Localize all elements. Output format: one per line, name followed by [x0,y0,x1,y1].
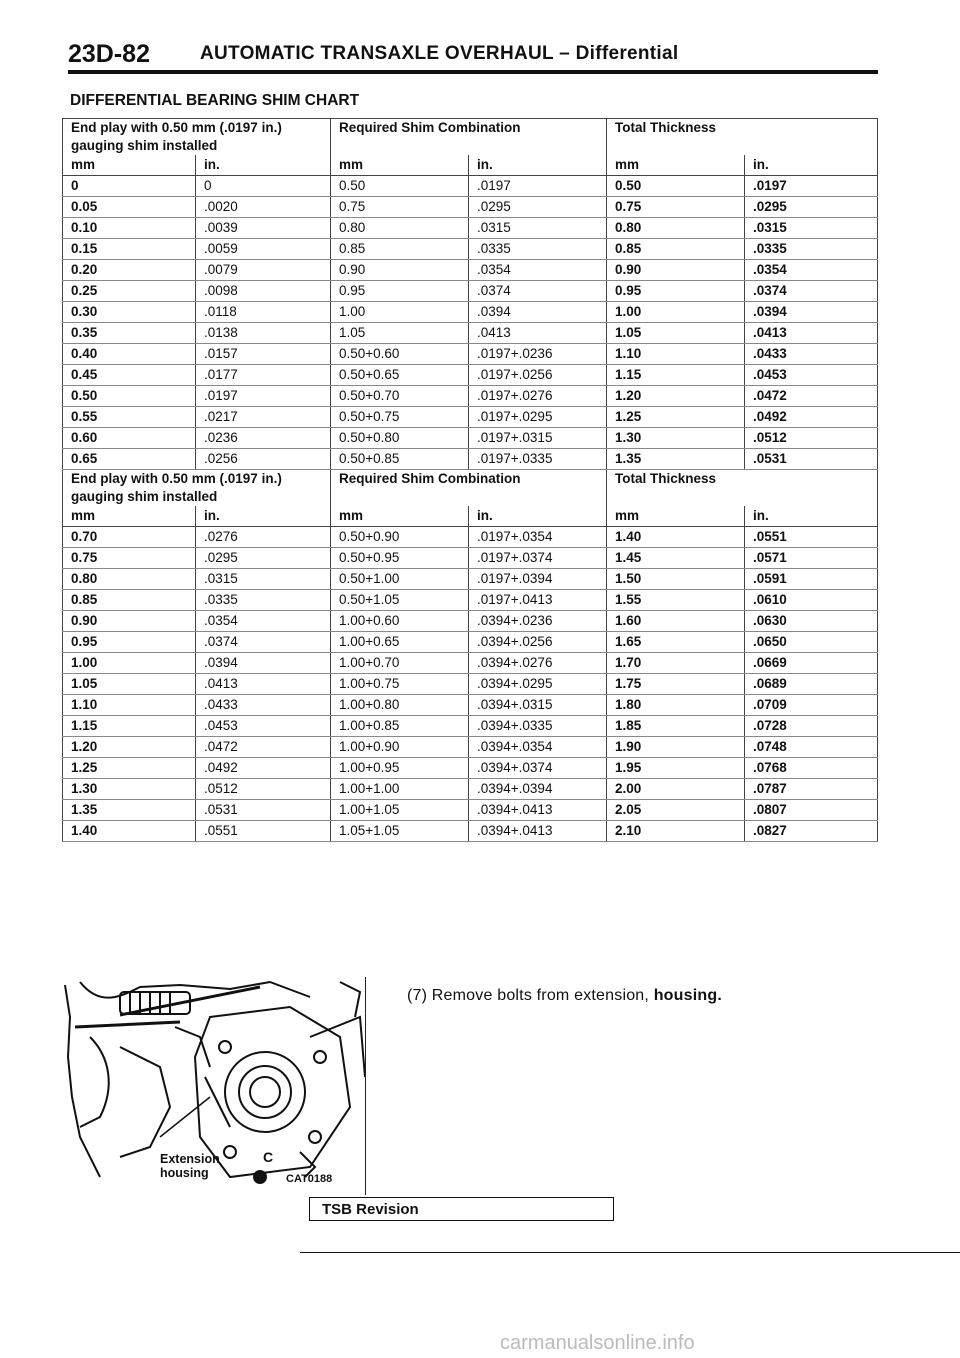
table-cell: .0472 [196,737,331,758]
table-cell: 0.80 [607,218,745,239]
table-cell: 0.50+1.05 [331,590,469,611]
header-shim-combination: Required Shim Combination [331,470,607,489]
table-cell: .0295 [469,197,607,218]
step-text: (7) Remove bolts from extension, [407,987,654,1004]
table-cell: 1.75 [607,674,745,695]
table-row [63,527,878,548]
table-cell: 0.35 [63,323,196,344]
table-cell: .0295 [745,197,878,218]
table-cell: .0394+.0295 [469,674,607,695]
table-cell: .0768 [745,758,878,779]
illustration-label: Extension housing [160,1152,220,1180]
table-cell: .0591 [745,569,878,590]
table-row [63,176,878,197]
table-cell: 0.95 [607,281,745,302]
table-cell: 0 [196,176,331,197]
table-cell: 0.40 [63,344,196,365]
table-row [63,695,878,716]
table-row [63,365,878,386]
table-cell: .0472 [745,386,878,407]
table-cell: .0531 [745,449,878,470]
table-cell: .0276 [196,527,331,548]
table-cell: 0.50+0.95 [331,548,469,569]
table-cell: .0394+.0335 [469,716,607,737]
table-cell: .0197+.0413 [469,590,607,611]
table-cell: 0.20 [63,260,196,281]
table-cell: .0453 [196,716,331,737]
table-row [63,716,878,737]
table-cell: .0394+.0354 [469,737,607,758]
table-row [63,428,878,449]
table-cell: 0.45 [63,365,196,386]
table-cell: 0 [63,176,196,197]
table-row [63,779,878,800]
illustration-letter: C [263,1149,274,1165]
table-cell: 1.55 [607,590,745,611]
table-cell: 1.05 [63,674,196,695]
table-cell: .0138 [196,323,331,344]
table-cell: .0354 [745,260,878,281]
table-cell: 0.50 [63,386,196,407]
table-row [63,653,878,674]
table-cell: .0197+.0374 [469,548,607,569]
table-cell: 1.15 [607,365,745,386]
table-header-row [63,470,878,489]
table-cell: 1.35 [607,449,745,470]
table-cell: .0256 [196,449,331,470]
table-cell: .0512 [196,779,331,800]
table-row [63,197,878,218]
table-row [63,449,878,470]
table-cell: .0197+.0354 [469,527,607,548]
header-total-thickness: Total Thickness [607,119,878,138]
table-cell: 0.85 [63,590,196,611]
table-row [63,821,878,842]
table-cell: 1.00 [63,653,196,674]
table-cell: .0197+.0315 [469,428,607,449]
table-cell: .0315 [745,218,878,239]
table-cell: .0551 [745,527,878,548]
table-cell: .0492 [196,758,331,779]
table-cell: .0394+.0276 [469,653,607,674]
table-cell: 1.20 [607,386,745,407]
table-cell: 1.65 [607,632,745,653]
table-units-row [63,155,878,176]
table-cell: 0.50+0.60 [331,344,469,365]
table-cell: 0.50+0.90 [331,527,469,548]
table-row [63,386,878,407]
table-cell: .0394+.0256 [469,632,607,653]
table-cell: .0354 [469,260,607,281]
header-blank [607,137,878,155]
table-cell: .0335 [469,239,607,260]
table-cell: 0.50+0.80 [331,428,469,449]
table-row [63,569,878,590]
table-cell: 0.30 [63,302,196,323]
table-cell: 1.05 [331,323,469,344]
page-header [68,38,878,72]
table-cell: 0.90 [607,260,745,281]
table-cell: 1.15 [63,716,196,737]
table-cell: .0610 [745,590,878,611]
table-cell: 1.00+0.75 [331,674,469,695]
header-rule [68,70,878,74]
table-cell: 1.60 [607,611,745,632]
table-cell: 0.10 [63,218,196,239]
table-cell: 1.00+0.90 [331,737,469,758]
table-cell: 1.25 [63,758,196,779]
table-row [63,758,878,779]
shim-chart-table [62,118,878,842]
table-cell: .0197+.0335 [469,449,607,470]
table-cell: .0433 [196,695,331,716]
table-cell: 1.05+1.05 [331,821,469,842]
table-cell: .0236 [196,428,331,449]
table-cell: 0.50+1.00 [331,569,469,590]
table-cell: .0315 [196,569,331,590]
table-cell: 1.00+0.65 [331,632,469,653]
table-cell: 0.80 [63,569,196,590]
table-cell: .0531 [196,800,331,821]
table-header-row [63,119,878,138]
tsb-revision-box: TSB Revision [309,1197,614,1221]
table-row [63,323,878,344]
table-cell: 0.75 [63,548,196,569]
table-cell: .0315 [469,218,607,239]
table-cell: .0374 [469,281,607,302]
table-cell: .0197 [196,386,331,407]
table-cell: .0354 [196,611,331,632]
table-cell: .0197 [469,176,607,197]
table-cell: 0.65 [63,449,196,470]
table-row [63,302,878,323]
table-cell: 0.90 [331,260,469,281]
table-cell: .0433 [745,344,878,365]
table-cell: .0748 [745,737,878,758]
table-cell: .0630 [745,611,878,632]
unit-label: mm [607,155,745,176]
table-cell: 1.00+1.05 [331,800,469,821]
table-cell: 1.70 [607,653,745,674]
table-cell: .0551 [196,821,331,842]
table-cell: 1.85 [607,716,745,737]
table-cell: 1.40 [63,821,196,842]
table-cell: 0.55 [63,407,196,428]
table-cell: 1.10 [63,695,196,716]
marker-dot [253,1170,267,1184]
table-cell: 0.95 [331,281,469,302]
unit-label: in. [469,506,607,527]
table-cell: 0.85 [331,239,469,260]
header-total-thickness: Total Thickness [607,470,878,489]
table-row [63,674,878,695]
table-header-row [63,488,878,506]
table-cell: 2.10 [607,821,745,842]
table-cell: .0020 [196,197,331,218]
unit-label: in. [745,506,878,527]
table-cell: .0650 [745,632,878,653]
unit-label: mm [607,506,745,527]
unit-label: mm [63,506,196,527]
unit-label: in. [196,506,331,527]
watermark: carmanualsonline.info [500,1332,695,1354]
table-cell: 0.85 [607,239,745,260]
table-cell: .0571 [745,548,878,569]
header-blank [607,488,878,506]
header-shim-combination: Required Shim Combination [331,119,607,138]
header-blank [331,137,607,155]
header-end-play-line2: gauging shim installed [63,137,331,155]
table-cell: 1.00 [331,302,469,323]
table-row [63,218,878,239]
table-cell: .0197+.0236 [469,344,607,365]
table-cell: .0394 [745,302,878,323]
unit-label: mm [63,155,196,176]
table-cell: .0394+.0374 [469,758,607,779]
table-header-row [63,137,878,155]
table-cell: 0.75 [331,197,469,218]
table-cell: .0394+.0413 [469,821,607,842]
table-cell: .0197+.0295 [469,407,607,428]
table-row [63,344,878,365]
table-row [63,737,878,758]
table-cell: .0394+.0413 [469,800,607,821]
unit-label: in. [469,155,607,176]
header-end-play: End play with 0.50 mm (.0197 in.) [63,119,331,138]
table-row [63,800,878,821]
table-cell: 1.05 [607,323,745,344]
table-cell: 0.50 [331,176,469,197]
table-cell: 0.90 [63,611,196,632]
table-cell: .0787 [745,779,878,800]
table-cell: 1.00+0.80 [331,695,469,716]
table-cell: 0.50+0.65 [331,365,469,386]
table-cell: .0413 [196,674,331,695]
table-row [63,632,878,653]
table-cell: .0413 [469,323,607,344]
table-cell: 1.95 [607,758,745,779]
table-cell: .0374 [196,632,331,653]
table-cell: 1.00 [607,302,745,323]
table-cell: .0394+.0394 [469,779,607,800]
footer-rule [300,1252,960,1253]
table-cell: .0394+.0315 [469,695,607,716]
table-cell: 0.70 [63,527,196,548]
table-cell: .0197+.0256 [469,365,607,386]
table-cell: .0335 [196,590,331,611]
table-row [63,239,878,260]
table-row [63,281,878,302]
table-cell: .0512 [745,428,878,449]
table-cell: 1.90 [607,737,745,758]
table-cell: .0394+.0236 [469,611,607,632]
table-cell: .0197+.0276 [469,386,607,407]
table-cell: 0.80 [331,218,469,239]
table-cell: .0157 [196,344,331,365]
table-units-row [63,506,878,527]
table-cell: 1.30 [607,428,745,449]
table-row [63,260,878,281]
header-end-play: End play with 0.50 mm (.0197 in.) [63,470,331,489]
table-cell: 0.50+0.75 [331,407,469,428]
table-cell: .0728 [745,716,878,737]
table-cell: 1.80 [607,695,745,716]
table-cell: 0.50+0.85 [331,449,469,470]
table-cell: .0217 [196,407,331,428]
table-cell: .0335 [745,239,878,260]
step-instruction [407,987,722,1005]
table-cell: .0118 [196,302,331,323]
table-cell: 1.00+1.00 [331,779,469,800]
table-cell: .0669 [745,653,878,674]
table-cell: .0492 [745,407,878,428]
table-cell: 1.00+0.70 [331,653,469,674]
table-cell: .0374 [745,281,878,302]
table-row [63,407,878,428]
table-cell: 1.40 [607,527,745,548]
table-cell: 1.20 [63,737,196,758]
table-cell: 1.25 [607,407,745,428]
table-cell: 2.00 [607,779,745,800]
table-cell: .0807 [745,800,878,821]
section-title: AUTOMATIC TRANSAXLE OVERHAUL – Differential [200,43,679,64]
table-cell: 0.05 [63,197,196,218]
table-cell: 0.50+0.70 [331,386,469,407]
table-row [63,590,878,611]
table-cell: 1.30 [63,779,196,800]
table-cell: 1.35 [63,800,196,821]
table-cell: 0.95 [63,632,196,653]
page-number: 23D-82 [68,40,150,68]
table-cell: .0689 [745,674,878,695]
table-cell: .0197+.0394 [469,569,607,590]
header-end-play-line2: gauging shim installed [63,488,331,506]
table-cell: .0295 [196,548,331,569]
illustration-code: CAT0188 [286,1173,333,1185]
table-cell: 1.00+0.60 [331,611,469,632]
table-cell: .0394 [469,302,607,323]
table-cell: .0827 [745,821,878,842]
table-cell: .0177 [196,365,331,386]
chart-title: DIFFERENTIAL BEARING SHIM CHART [70,92,360,109]
unit-label: in. [745,155,878,176]
table-cell: 1.50 [607,569,745,590]
table-row [63,611,878,632]
table-cell: 0.15 [63,239,196,260]
unit-label: mm [331,155,469,176]
table-cell: 0.60 [63,428,196,449]
table-cell: 1.00+0.95 [331,758,469,779]
table-cell: .0413 [745,323,878,344]
table-cell: .0453 [745,365,878,386]
table-cell: 1.00+0.85 [331,716,469,737]
table-cell: 2.05 [607,800,745,821]
table-cell: .0098 [196,281,331,302]
table-cell: .0394 [196,653,331,674]
table-cell: 0.25 [63,281,196,302]
table-cell: 0.75 [607,197,745,218]
table-cell: .0709 [745,695,878,716]
table-cell: .0039 [196,218,331,239]
table-cell: 1.10 [607,344,745,365]
unit-label: mm [331,506,469,527]
table-cell: .0059 [196,239,331,260]
table-row [63,548,878,569]
table-cell: 0.50 [607,176,745,197]
header-blank [331,488,607,506]
unit-label: in. [196,155,331,176]
table-cell: .0197 [745,176,878,197]
table-cell: .0079 [196,260,331,281]
step-highlight: housing. [653,987,722,1004]
table-cell: 1.45 [607,548,745,569]
